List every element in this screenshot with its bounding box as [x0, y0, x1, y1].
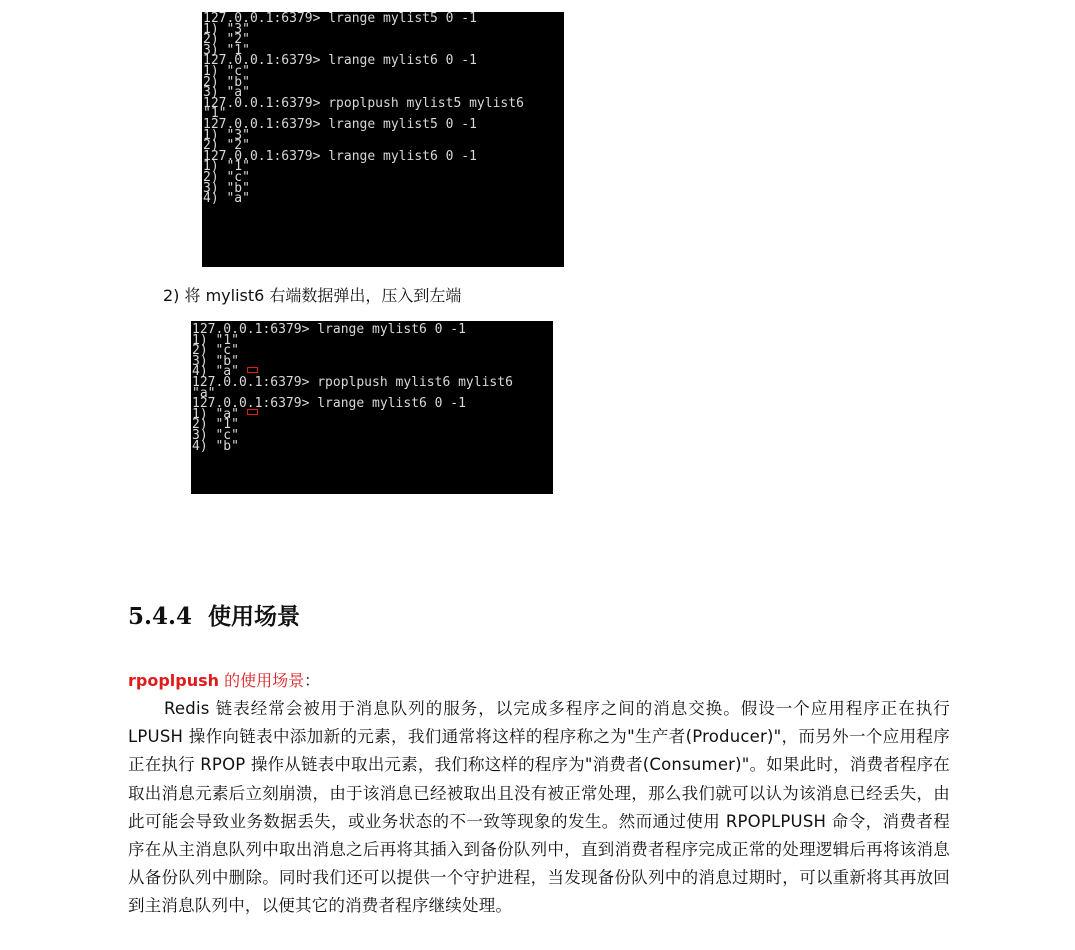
terminal-line-text: 1) "3": [203, 127, 250, 143]
terminal-line-text: 3) "b": [192, 353, 239, 369]
terminal-line: [203, 169, 564, 185]
terminal-line: [203, 116, 564, 132]
terminal-line: [192, 438, 553, 454]
body-paragraph: Redis 链表经常会被用于消息队列的服务，以完成多程序之间的消息交换。假设一个应用程序正在执行 LPUSH 操作向链表中添加新的元素，我们通常将这样的程序称之为"生产者(Producer)"，而另外一个应用程序正在执行 RPOP 操作从链表中取出元素，我们称这样的程序为"消费者(Consumer)"。如果此时，消费者程序在取出消息元素后立刻崩溃，由于该消息已经被取出且没有被正常处理，那么我们就可以认为该消息已经丢失，由此可能会导致业务数据丢失，或业务状态的不一致等现象的发生。然而通过使用 RPOPLPUSH 命令，消费者程序在从主消息队列中取出消息之后再将其插入到备份队列中，直到消费者程序完成正常的处理逻辑后再将该消息从备份队列中删除。同时我们还可以提供一个守护进程，当发现备份队列中的消息过期时，可以重新将其再放回到主消息队列中，以便其它的消费者程序继续处理。: [128, 699, 950, 916]
terminal-line-text: 127.0.0.1:6379> lrange mylist6 0 -1: [192, 396, 466, 412]
section-number: 5.4.4: [128, 603, 193, 630]
terminal-line-text: 127.0.0.1:6379> lrange mylist5 0 -1: [203, 116, 477, 132]
terminal-line-text: 1) "a": [192, 406, 239, 422]
terminal-line-text: 4) "a": [203, 191, 250, 207]
terminal-line: [203, 53, 564, 69]
terminal-line-text: 3) "c": [192, 427, 239, 443]
step-2-label: 2) 将 mylist6 右端数据弹出，压入到左端: [163, 286, 462, 305]
terminal-line: [192, 322, 553, 337]
terminal-line-text: 127.0.0.1:6379> lrange mylist5 0 -1: [203, 12, 477, 26]
terminal-line: [203, 127, 564, 143]
terminal-line-text: 3) "1": [203, 42, 250, 58]
terminal-line: [203, 32, 564, 48]
terminal-line-text: 3) "b": [203, 180, 250, 196]
terminal-screenshot-2: [191, 321, 553, 494]
terminal-line-text: 2) "c": [203, 169, 250, 185]
terminal-line-text: 127.0.0.1:6379> lrange mylist6 0 -1: [203, 53, 477, 69]
terminal-line: [192, 427, 553, 443]
terminal-line: [203, 159, 564, 175]
terminal-line-text: 2) "c": [192, 343, 239, 359]
terminal-line: [192, 396, 553, 412]
subheading: [128, 668, 320, 691]
terminal-line-text: 127.0.0.1:6379> lrange mylist6 0 -1: [192, 322, 466, 337]
terminal-line: [192, 332, 553, 348]
terminal-line-text: 1) "1": [203, 159, 250, 175]
subheading-colon: ：: [304, 671, 321, 690]
terminal-line: [203, 95, 564, 111]
terminal-line-text: 3) "a": [203, 85, 250, 101]
section-heading: [128, 598, 300, 631]
section-title: 使用场景: [208, 603, 301, 630]
terminal-line-text: 127.0.0.1:6379> rpoplpush mylist6 mylist6: [192, 374, 513, 390]
terminal-line: [203, 180, 564, 196]
terminal-line-text: 127.0.0.1:6379> lrange mylist6 0 -1: [203, 148, 477, 164]
terminal-screenshot-1: [202, 12, 564, 267]
terminal-line-text: 2) "1": [192, 417, 239, 433]
terminal-line: [203, 14, 564, 25]
terminal-line-text: "1": [203, 106, 227, 122]
terminal-line: [203, 63, 564, 79]
terminal-line-text: 2) "2": [203, 138, 250, 154]
terminal-line-text: "a": [192, 385, 216, 401]
terminal-line-text: 2) "b": [203, 74, 250, 90]
highlight-marker: [247, 409, 258, 415]
terminal-line-text: 127.0.0.1:6379> rpoplpush mylist5 mylist6: [203, 95, 524, 111]
terminal-line: [192, 417, 553, 433]
terminal-line: [203, 191, 564, 207]
terminal-line-text: 4) "a": [192, 364, 239, 380]
terminal-line: [192, 353, 553, 369]
terminal-line-text: 2) "2": [203, 32, 250, 48]
terminal-line-text: 1) "3": [203, 21, 250, 37]
terminal-line: [203, 74, 564, 90]
subheading-keyword: rpoplpush: [128, 671, 220, 690]
terminal-line: [192, 406, 553, 422]
terminal-line: [192, 374, 553, 390]
highlight-marker: [247, 367, 258, 373]
terminal-line: [203, 21, 564, 37]
terminal-line-text: 1) "c": [203, 63, 250, 79]
subheading-rest: 的使用场景: [219, 671, 305, 690]
terminal-line: [203, 148, 564, 164]
terminal-line: [192, 343, 553, 359]
terminal-line-text: 4) "b": [192, 438, 239, 454]
terminal-line-text: 1) "1": [192, 332, 239, 348]
